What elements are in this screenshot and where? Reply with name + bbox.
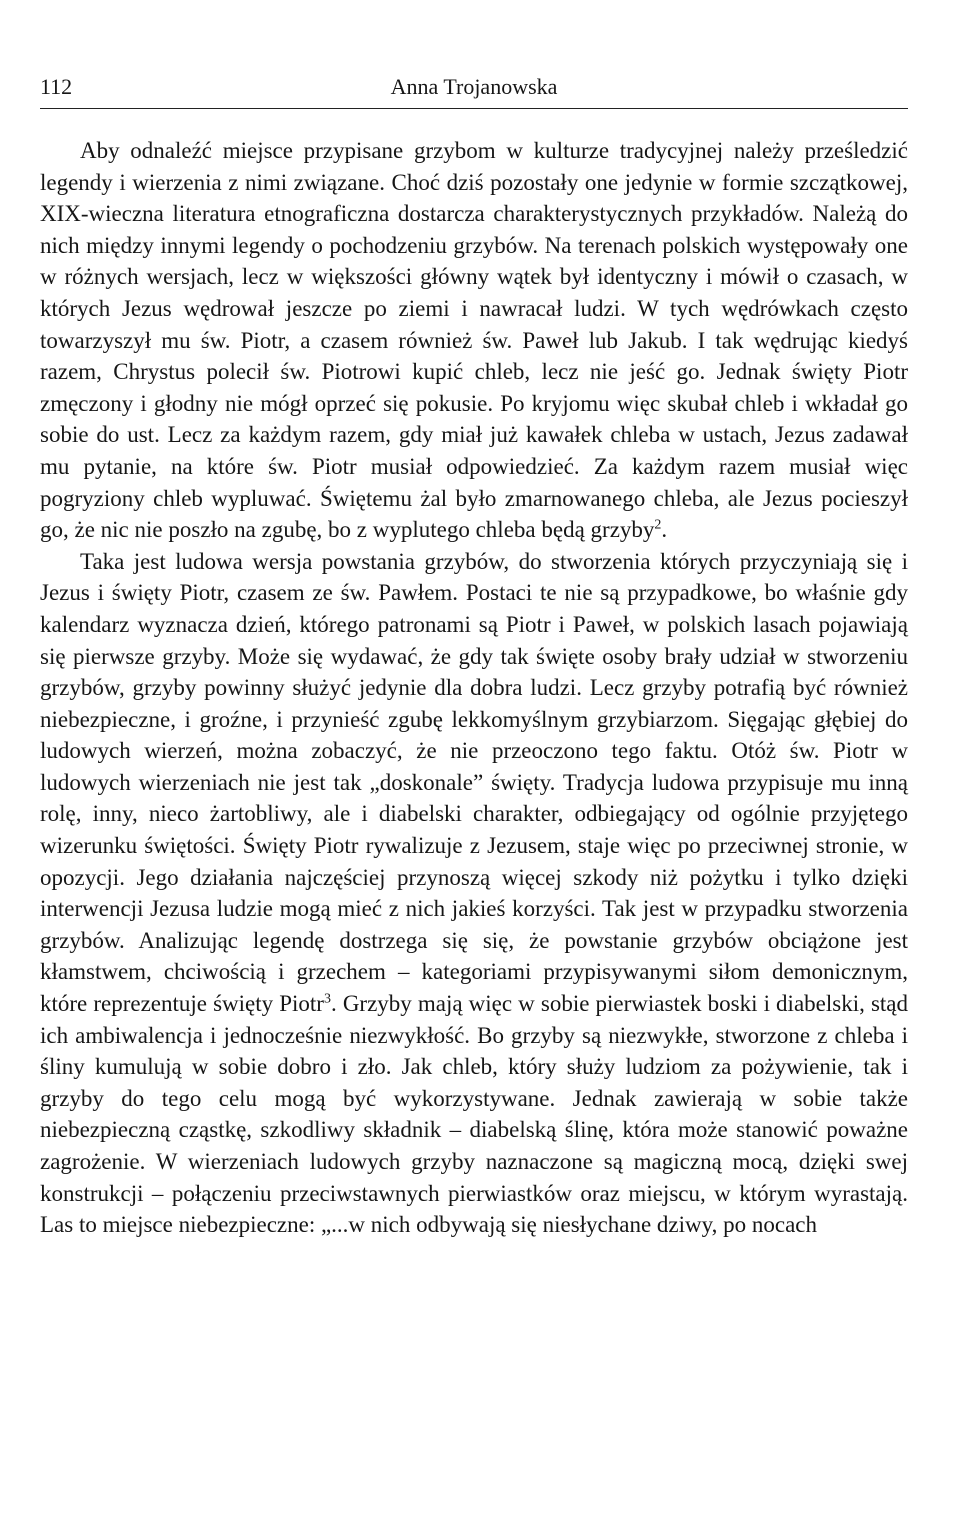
paragraph-text: . [661,517,668,543]
paragraph [40,546,908,1241]
paragraph-text: Aby odnaleźć miejsce przypisane grzybom w kulturze tradycyjnej należy prześledzić legendy i wierzenia z nimi związane. Choć dziś pozostały one jedynie w formie szczątkowej, XIX-wieczna literatura etnograficzna dostarcza charakterystycznych przykładów. Należą do nich między innymi legendy o pochodzeniu grzybów. Na terenach polskich występowały one w różnych wersjach, lecz w większości główny wątek był identyczny i mówił o czasach, w których Jezus wędrował jeszcze po ziemi i nawracał ludzi. W tych wędrówkach często towarzyszył mu św. Piotr, a czasem również św. Paweł lub Jakub. I tak wędrując kiedyś razem, Chrystus polecił św. Piotrowi kupić chleb, lecz nie jeść go. Jednak święty Piotr zmęczony i głodny nie mógł oprzeć się pokusie. Po kryjomu więc skubał chleb i wkładał go sobie do ust. Lecz za każdym razem, gdy miał już kawałek chleba w ustach, Jezus zadawał mu pytanie, na które św. Piotr musiał odpowiedzieć. Za każdym razem musiał więc pogryziony chleb wypluwać. Świętemu żal było zmarnowanego chleba, ale Jezus pocieszył go, że nic nie poszło na zgubę, bo z wyplutego chleba będą grzyby [40,138,908,543]
paragraph-text: Taka jest ludowa wersja powstania grzybów, do stworzenia których przyczyniają się i Jezus i święty Piotr, czasem ze św. Pawłem. Postaci te nie są przypadkowe, bo właśnie gdy kalendarz wyznacza dzień, którego patronami są Piotr i Paweł, w polskich lasach pojawiają się pierwsze grzyby. Może się wydawać, że gdy tak święte osoby brały udział w stworzeniu grzybów, grzyby powinny służyć jedynie dla dobra ludzi. Lecz grzyby potrafią być również niebezpieczne, i groźne, i przynieść zgubę lekkomyślnym grzybiarzom. Sięgając głębiej do ludowych wierzeń, można zobaczyć, że nie przeoczono tego faktu. Otóż św. Piotr w ludowych wierzeniach nie jest tak „doskonale” święty. Tradycja ludowa przypisuje mu inną rolę, inny, nieco żartobliwy, ale i diabelski charakter, odbiegający od ogólnie przyjętego wizerunku świętości. Święty Piotr rywalizuje z Jezusem, staje więc po przeciwnej stronie, w opozycji. Jego działania najczęściej przynoszą więcej szkody niż pożytku i tylko dzięki interwencji Jezusa ludzie mogą mieć z nich jakieś korzyści. Tak jest w przypadku stworzenia grzybów. Analizując legendę dostrzega się się, że powstanie grzybów obciążone jest kłamstwem, chciwością i grzechem – kategoriami przypisywanymi siłom demonicznym, które reprezentuje święty Piotr [40,548,908,1017]
footnote-marker[interactable]: 3 [323,991,331,1007]
body-text [40,135,908,1241]
paragraph [40,135,908,546]
running-header [40,68,908,109]
paragraph-text: . Grzyby mają więc w sobie pierwiastek boski i diabelski, stąd ich ambiwalencja i jednocześnie niezwykłość. Bo grzyby są niezwykłe, stworzone z chleba i śliny kumulują w sobie dobro i zło. Jak chleb, który służy ludziom za pożywienie, tak i grzyby do tego celu mogą być wykorzystywane. Jednak zawierają w sobie także niebezpieczną cząstkę, szkodliwy składnik – diabelską ślinę, która może stanowić poważne zagrożenie. W wierzeniach ludowych grzyby naznaczone są magiczną mocą, dzięki swej konstrukcji – połączeniu przeciwstawnych pierwiastków oraz miejscu, w którym wyrastają. Las to miejsce niebezpieczne: „...w nich odbywają się niesłychane dziwy, po nocach [40,991,908,1238]
running-title: Anna Trojanowska [390,74,558,99]
footnote-marker[interactable]: 2 [654,517,662,533]
page-number: 112 [40,74,73,99]
